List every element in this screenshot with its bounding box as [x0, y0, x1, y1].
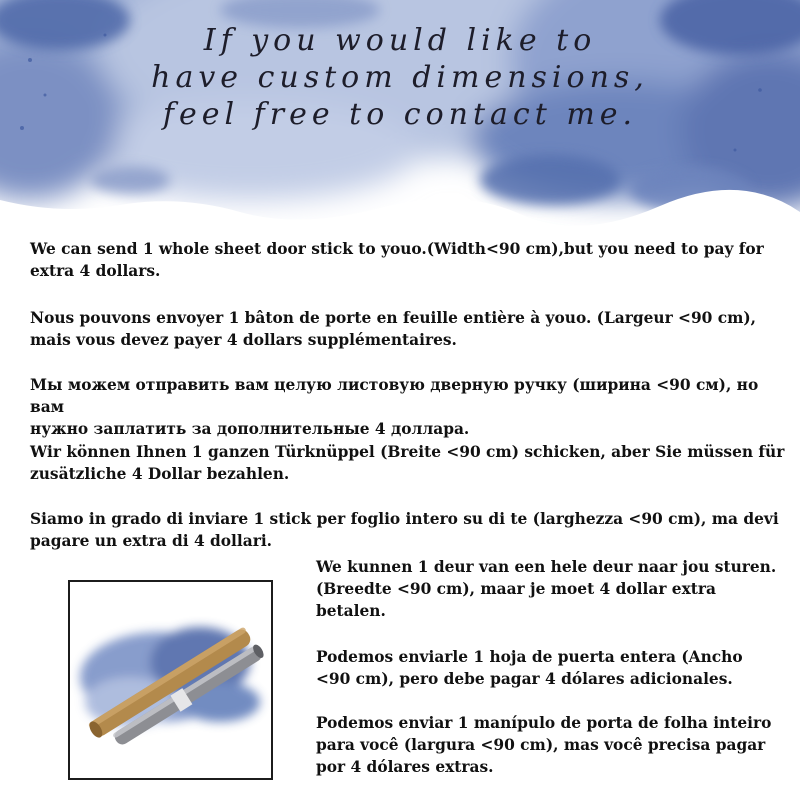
headline-line: feel free to contact me.: [162, 97, 638, 132]
paragraph-english: We can send 1 whole sheet door stick to youo.(Width<90 cm),but you need to pay for extra 4 dollars.: [30, 240, 764, 280]
product-image: [68, 580, 273, 780]
banner-headline: [0, 22, 800, 133]
paragraph-italian: Siamo in grado di inviare 1 stick per foglio intero su di te (larghezza <90 cm), ma devi pagare un extra di 4 dollari.: [30, 510, 779, 550]
rolled-sticker-tubes-icon: [70, 582, 273, 780]
watercolor-banner: [0, 0, 800, 235]
paragraph-german: Wir können Ihnen 1 ganzen Türknüppel (Breite <90 cm) schicken, aber Sie müssen für zusätzliche 4 Dollar bezahlen.: [30, 443, 785, 483]
headline-line: If you would like to: [203, 23, 597, 58]
paragraph-portuguese: Podemos enviar 1 manípulo de porta de folha inteiro para você (largura <90 cm), mas você precisa pagar por 4 dólares extras.: [316, 714, 772, 776]
paragraph-spanish: Podemos enviarle 1 hoja de puerta entera (Ancho <90 cm), pero debe pagar 4 dólares adicionales.: [316, 648, 743, 688]
paragraph-russian: Мы можем отправить вам целую листовую дверную ручку (ширина <90 см), но вам нужно заплатить за дополнительные 4 доллара.: [30, 376, 759, 438]
headline-line: have custom dimensions,: [151, 60, 649, 95]
paragraph-dutch: We kunnen 1 deur van een hele deur naar jou sturen. (Breedte <90 cm), maar je moet 4 dollar extra betalen.: [316, 558, 777, 620]
paragraph-french: Nous pouvons envoyer 1 bâton de porte en feuille entière à youo. (Largeur <90 cm), mais vous devez payer 4 dollars supplémentaires.: [30, 309, 757, 349]
